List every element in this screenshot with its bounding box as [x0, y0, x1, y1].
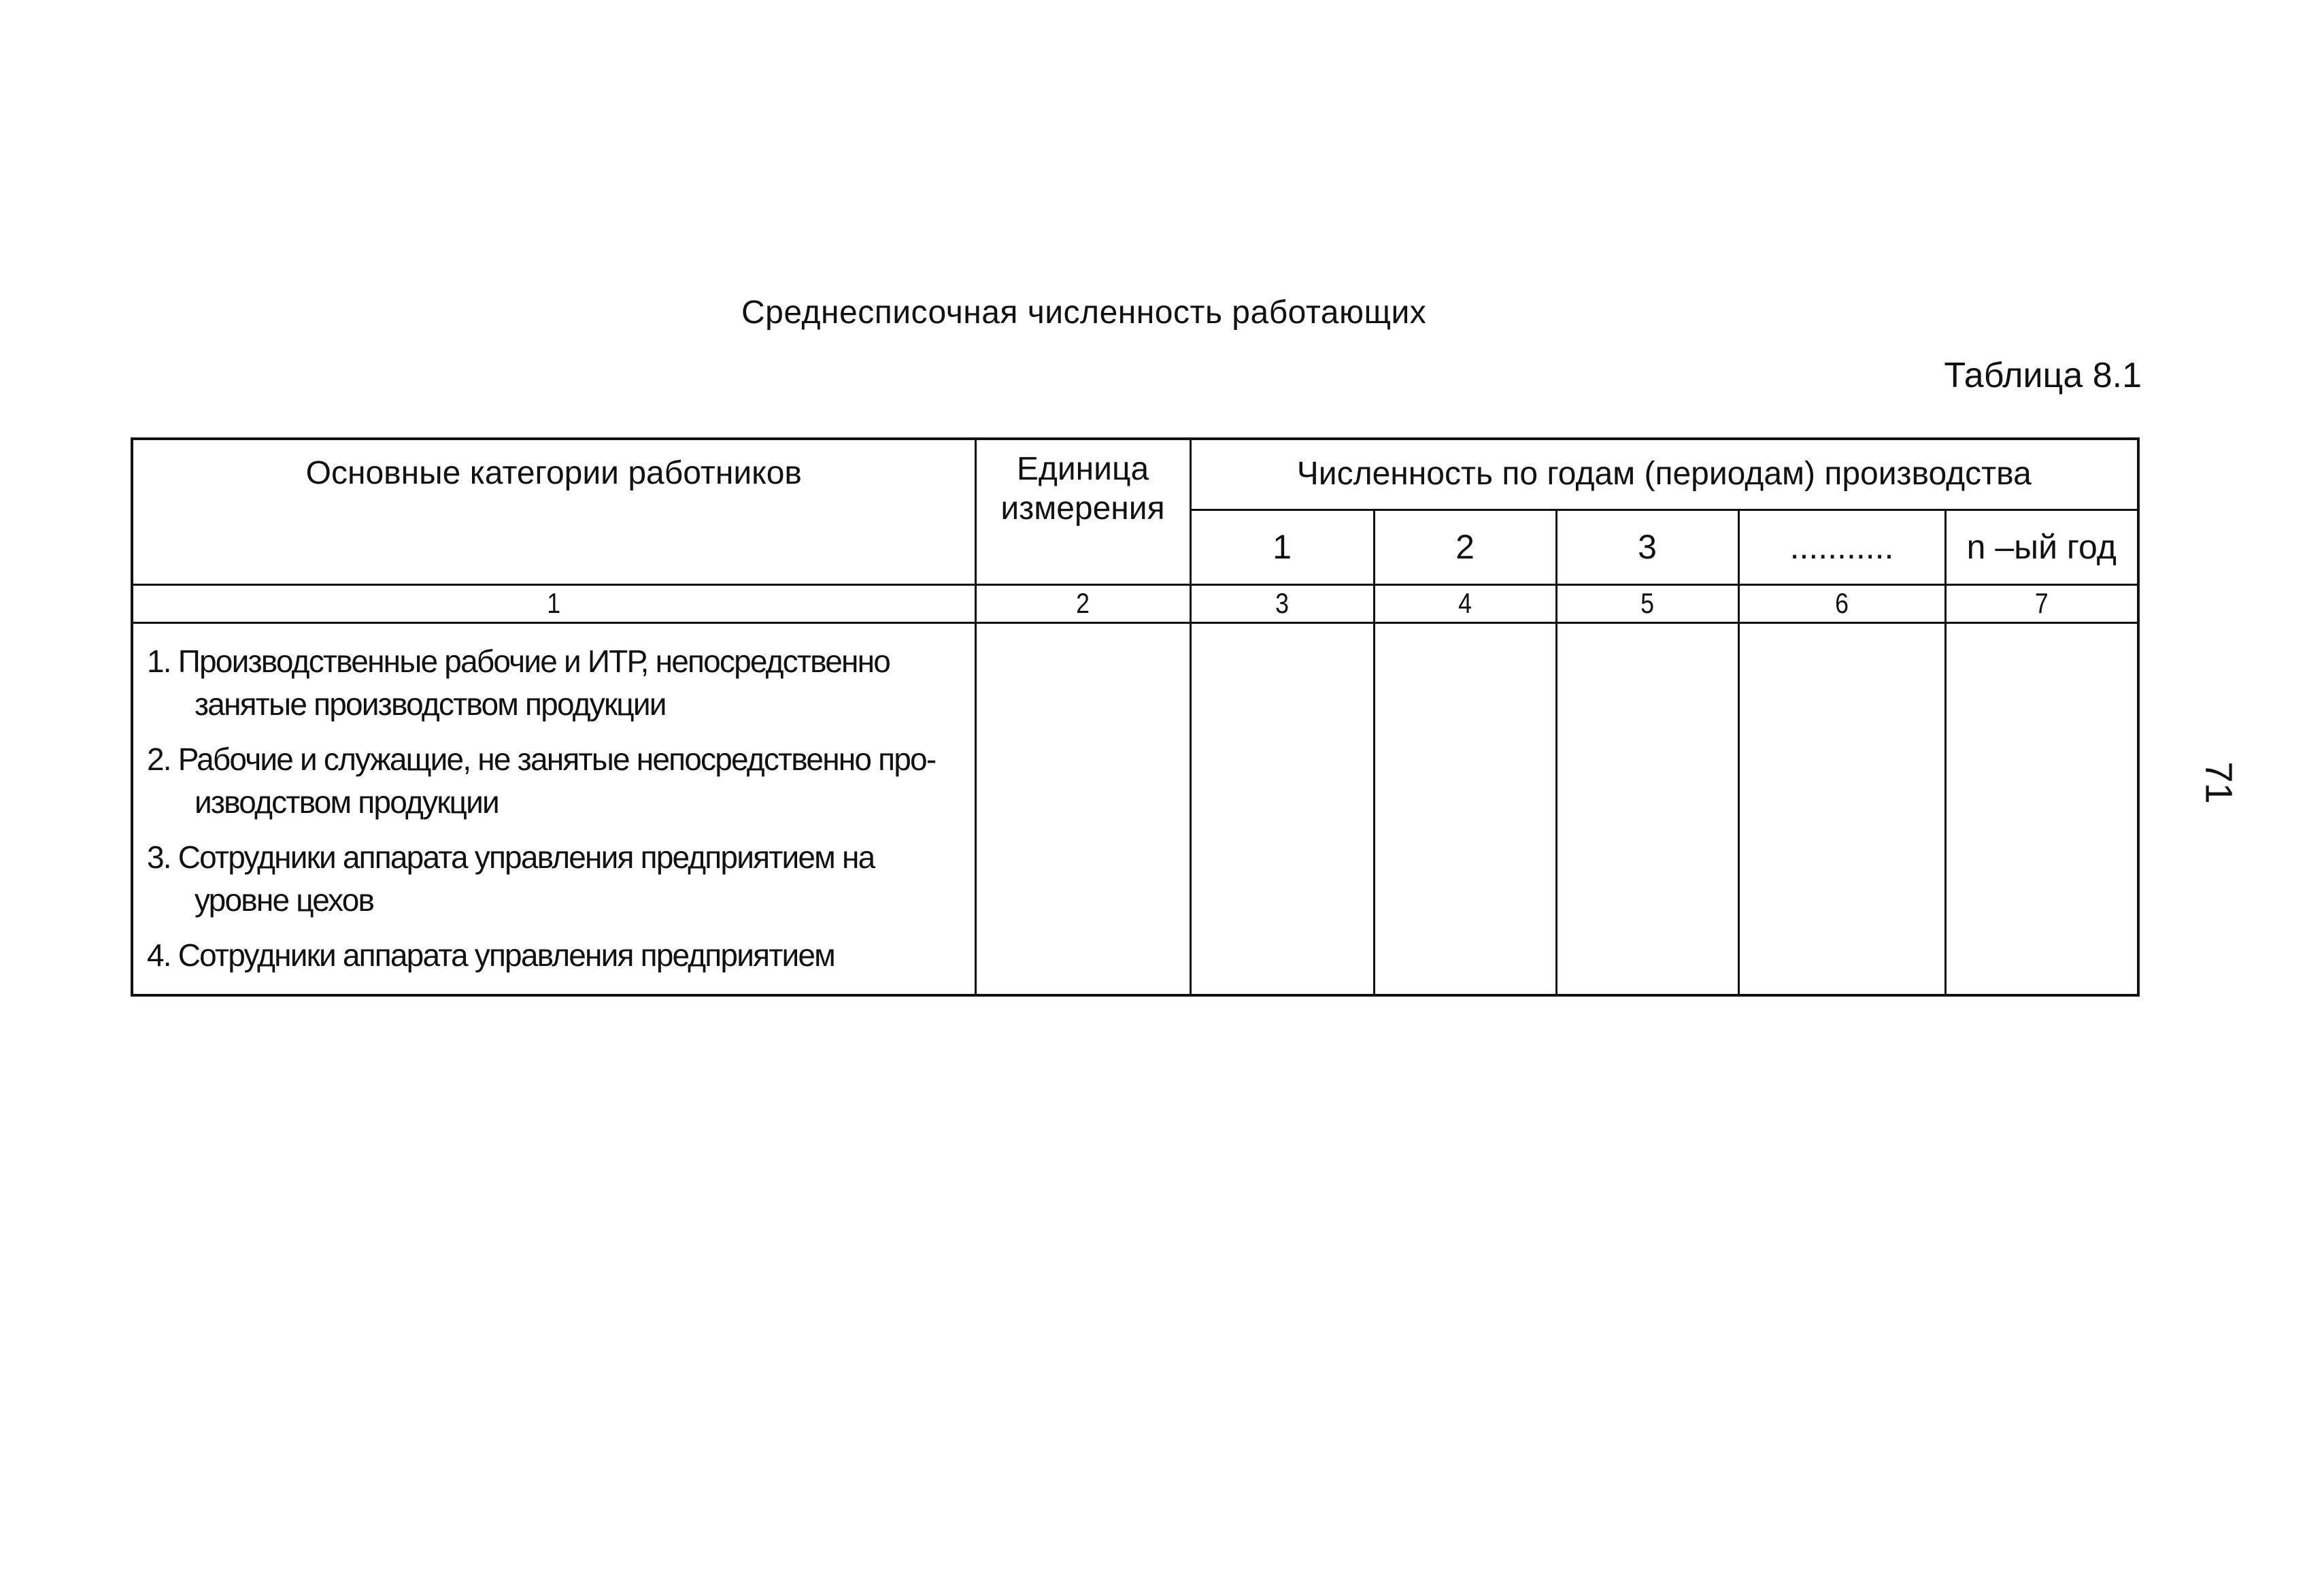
- year-1-cell: [1190, 622, 1374, 995]
- header-unit-line1: Единица: [1016, 451, 1149, 487]
- header-year-2: 2: [1374, 510, 1556, 584]
- header-year-3: 3: [1556, 510, 1738, 584]
- category-1-line1: 1. Производственные рабочие и ИТР, непосредственно: [147, 643, 890, 679]
- column-number-3: 3: [1204, 584, 1360, 622]
- column-number-7: 7: [1959, 584, 2123, 622]
- header-categories: Основные категории работников: [132, 439, 975, 584]
- header-years-group: Численность по годам (периодам) производства: [1190, 439, 2138, 510]
- column-number-1: 1: [195, 584, 912, 622]
- category-4-line1: 4. Сотрудники аппарата управления предприятием: [147, 937, 835, 973]
- header-unit: [975, 439, 1190, 584]
- header-year-1: 1: [1190, 510, 1374, 584]
- category-3-line1: 3. Сотрудники аппарата управления предприятием на: [147, 839, 875, 875]
- list-item: [147, 836, 968, 922]
- workforce-table: [131, 437, 2140, 997]
- categories-list: [132, 622, 975, 995]
- column-number-6: 6: [1754, 584, 1930, 622]
- year-n-cell: [1945, 622, 2138, 995]
- table-number: Таблица 8.1: [1944, 356, 2142, 395]
- table-caption: Среднесписочная численность работающих: [741, 295, 1427, 331]
- column-number-4: 4: [1387, 584, 1543, 622]
- header-unit-line2: измерения: [1000, 490, 1165, 527]
- category-1-line2: занятые производством продукции: [195, 686, 666, 722]
- list-item: [147, 640, 968, 726]
- column-number-2: 2: [992, 584, 1175, 622]
- header-year-n: n –ый год: [1945, 510, 2138, 584]
- header-year-ellipsis: ...........: [1738, 510, 1945, 584]
- year-ellipsis-cell: [1738, 622, 1945, 995]
- column-number-5: 5: [1570, 584, 1725, 622]
- list-item: [147, 738, 968, 824]
- category-3-line2: уровне цехов: [195, 882, 374, 918]
- page-number: 71: [2197, 761, 2241, 804]
- category-2-line1: 2. Рабочие и служащие, не занятые непосредственно про-: [147, 741, 936, 777]
- year-3-cell: [1556, 622, 1738, 995]
- unit-cell: [975, 622, 1190, 995]
- year-2-cell: [1374, 622, 1556, 995]
- list-item: [147, 934, 968, 977]
- category-2-line2: изводством продукции: [195, 784, 499, 820]
